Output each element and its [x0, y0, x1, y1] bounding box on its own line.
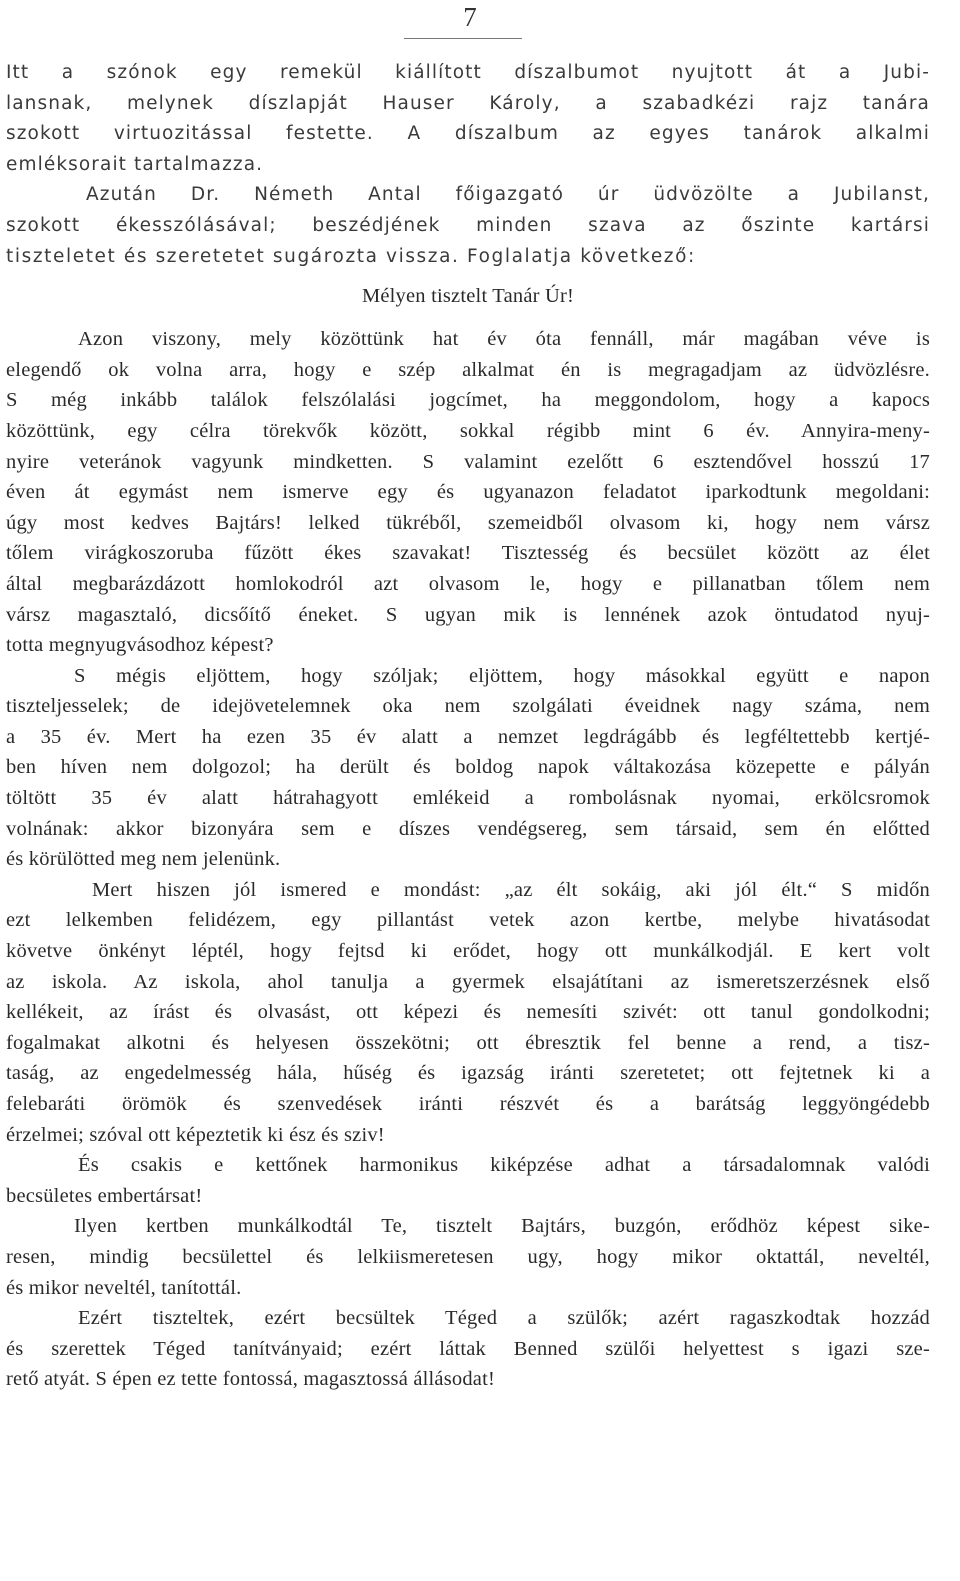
text-line: által megbarázdázott homlokodról azt olvasom le, hogy e pillanatban tőlem nem — [6, 572, 930, 595]
text-line: Azután Dr. Németh Antal főigazgató úr üdvözölte a Jubilanst, — [86, 184, 930, 206]
text-line: szokott ékesszólásával; beszédjének minden szava az őszinte kartársi — [6, 214, 930, 236]
speech-salutation: Mélyen tisztelt Tanár Úr! — [361, 285, 575, 308]
text-line: tőlem virágkoszoruba fűzött ékes szavakat! Tisztesség és becsület között az élet — [6, 542, 930, 565]
text-line: Azon viszony, mely közöttünk hat év óta fennáll, már magában véve is — [78, 328, 930, 351]
text-line: S még inkább találok felszólalási jogcímet, ha meggondolom, hogy a kapocs — [6, 389, 930, 412]
intro-paragraph — [6, 58, 930, 272]
speech-paragraph — [6, 875, 930, 1150]
text-line: taság, az engedelmesség hála, hűség és igazság iránti szeretetet; ott fejtetnek ki a — [6, 1062, 930, 1085]
header-rule — [404, 38, 522, 39]
text-line: a 35 év. Mert ha ezen 35 év alatt a nemzet legdrágább és legféltettebb kertjé- — [6, 725, 930, 748]
text-line: úgy most kedves Bajtárs! lelked tükréből, szemeidből olvasom ki, hogy nem vársz — [6, 511, 930, 534]
text-line: resen, mindig becsülettel és lelkiismeretesen ugy, hogy mikor oktattál, neveltél, — [6, 1245, 930, 1268]
text-line: Mert hiszen jól ismered e mondást: „az élt sokáig, aki jól élt.“ S midőn — [92, 878, 930, 901]
text-line: S mégis eljöttem, hogy szóljak; eljöttem, hogy másokkal együtt e napon — [74, 664, 930, 687]
text-line: vársz magasztaló, dicsőítő éneket. S ugyan mik is lennének azok öntudatod nyuj- — [6, 603, 930, 626]
text-line: és mikor neveltél, tanítottál. — [6, 1276, 242, 1299]
text-line: éven át egymást nem ismerve egy és ugyanazon feladatot iparkodtunk megoldani: — [6, 481, 930, 504]
text-line: szokott virtuozitással festette. A díszalbum az egyes tanárok alkalmi — [6, 123, 930, 145]
text-line: Ilyen kertben munkálkodtál Te, tisztelt Bajtárs, buzgón, erődhöz képest sike- — [74, 1215, 930, 1238]
text-line: fogalmakat alkotni és helyesen összekötni; ott ébresztik fel benne a rend, a tisz- — [6, 1031, 930, 1054]
text-line: az iskola. Az iskola, ahol tanulja a gyermek elsajátítani az ismeretszerzésnek első — [6, 970, 930, 993]
speech-paragraph — [6, 324, 930, 661]
text-line: ezt lelkemben felidézem, egy pillantást vetek azon kertbe, melybe hivatásodat — [6, 909, 930, 932]
body-text — [6, 58, 930, 1395]
page-number: 7 — [463, 2, 477, 32]
text-line: elegendő ok volna arra, hogy e szép alkalmat én is megragadjam az üdvözlésre. — [6, 358, 930, 381]
text-line: rető atyát. S épen ez tette fontossá, magasztossá állásodat! — [6, 1368, 496, 1391]
text-line: tiszteletet és szeretetet sugározta vissza. Foglalatja következő: — [6, 245, 696, 267]
text-line: felebaráti örömök és szenvedések iránti részvét és a barátság leggyöngédebb — [6, 1093, 930, 1115]
speech-paragraph — [6, 661, 930, 875]
text-line: töltött 35 év alatt hátrahagyott emlékeid a rombolásnak nyomai, erkölcsromok — [6, 787, 930, 810]
text-line: És csakis e kettőnek harmonikus kiképzése adhat a társadalomnak valódi — [78, 1154, 930, 1177]
text-line: érzelmei; szóval ott képeztetik ki ész és sziv! — [6, 1123, 385, 1146]
speech-paragraph — [6, 1211, 930, 1303]
text-line: kellékeit, az írást és olvasást, ott képezi és nemesíti szivét: ott tanul gondolkodni; — [6, 1001, 930, 1024]
text-line: emléksorait tartalmazza. — [6, 153, 264, 175]
speech-paragraph — [6, 1303, 930, 1395]
text-line: lansnak, melynek díszlapját Hauser Károly, a szabadkézi rajz tanára — [6, 92, 930, 114]
text-line: volnának: akkor bizonyára sem e díszes vendégsereg, sem társaid, sem én előtted — [6, 817, 930, 840]
text-line: becsületes embertársat! — [6, 1184, 203, 1207]
text-line: Itt a szónok egy remekül kiállított díszalbumot nyujtott át a Jubi- — [6, 62, 930, 83]
text-line: ben híven nem dolgozol; ha derült és boldog napok váltakozása közepette e pályán — [6, 756, 930, 779]
text-line: követve önkényt léptél, hogy fejtsd ki erődet, hogy ott munkálkodjál. E kert volt — [6, 940, 930, 963]
text-line: és szerettek Téged tanítványaid; ezért láttak Benned szülői helyettest s igazi sze- — [6, 1337, 930, 1360]
text-line: totta megnyugvásodhoz képest? — [6, 634, 274, 657]
text-line: tiszteljesselek; de idejövetelemnek oka nem szolgálati éveidnek nagy száma, nem — [6, 695, 930, 718]
text-line: Ezért tiszteltek, ezért becsültek Téged a szülők; azért ragaszkodtak hozzád — [78, 1307, 930, 1330]
text-line: és körülötted meg nem jelenünk. — [6, 848, 281, 871]
speech-paragraph — [6, 1150, 930, 1211]
text-line: közöttünk, egy célra törekvők között, sokkal régibb mint 6 év. Annyira-meny- — [6, 419, 930, 442]
text-line: nyire veteránok vagyunk mindketten. S valamint ezelőtt 6 esztendővel hosszú 17 — [6, 450, 930, 473]
